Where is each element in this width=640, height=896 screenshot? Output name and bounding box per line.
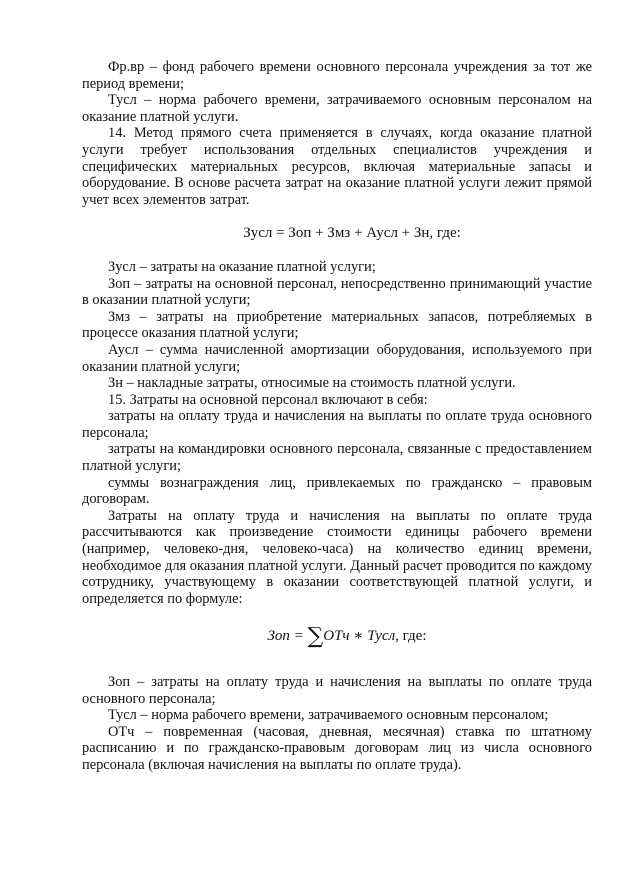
formula-zop [82, 624, 592, 650]
paragraph-list-travel: затраты на командировки основного персонала, связанные с предоставлением платной услуги; [82, 441, 592, 475]
paragraph-zop-definition: Зоп – затраты на основной персонал, непосредственно принимающий участие в оказании платной услуги; [82, 275, 592, 309]
formula-zop-lhs: Зоп [267, 628, 290, 645]
paragraph-ausl-definition: Аусл – сумма начисленной амортизации оборудования, используемого при оказании платной услуги; [82, 341, 592, 375]
formula-zusl: Зусл = Зоп + Змз + Аусл + Зн, где: [243, 225, 461, 242]
paragraph-zmz-definition: Змз – затраты на приобретение материальных запасов, потребляемых в процессе оказания платной услуги; [82, 308, 592, 342]
paragraph-tusl-definition-2: Тусл – норма рабочего времени, затрачиваемого основным персоналом; [108, 707, 549, 724]
paragraph-zusl-definition: Зусл – затраты на оказание платной услуги; [108, 258, 376, 275]
document-page [82, 59, 592, 774]
formula-zop-term2: Тусл [367, 628, 396, 645]
paragraph-item-14: 14. Метод прямого счета применяется в случаях, когда оказание платной услуги требует использования отдельных специалистов учреждения и специфических материальных ресурсов, включая материальные запасы и оборудование. В основе расчета затрат на оказание платной услуги лежит прямой учет всех элементов затрат. [82, 125, 592, 208]
formula-zop-op: ∗ [349, 628, 368, 645]
formula-zop-eq: = [289, 628, 308, 645]
paragraph-wage-calculation: Затраты на оплату труда и начисления на выплаты по оплате труда рассчитываются как произведение стоимости единицы рабочего времени (например, человеко-дня, человеко-часа) на количество единиц времени, необходимое для оказания платной услуги. Данный расчет проводится по каждому сотруднику, участвующему в оказании соответствующей платной услуги, и определяется по формуле: [82, 507, 592, 607]
formula-zop-tail: , где: [395, 628, 427, 645]
paragraph-zn-definition: Зн – накладные затраты, относимые на стоимость платной услуги. [108, 375, 516, 392]
paragraph-list-contracts: суммы вознаграждения лиц, привлекаемых по гражданско – правовым договорам. [82, 474, 592, 508]
paragraph-tusl-definition: Тусл – норма рабочего времени, затрачиваемого основным персоналом на оказание платной услуги. [82, 92, 592, 125]
paragraph-list-wages: затраты на оплату труда и начисления на выплаты по оплате труда основного персонала; [82, 408, 592, 441]
paragraph-otch-definition: ОТч – повременная (часовая, дневная, месячная) ставка по штатному расписанию и по гражданско-правовым договорам лиц из числа основного персонала (включая начисления на выплаты по оплате труда). [82, 723, 592, 773]
paragraph-frvr-definition: Фр.вр – фонд рабочего времени основного персонала учреждения за тот же период времени; [82, 59, 592, 92]
paragraph-zop-definition-2: Зоп – затраты на оплату труда и начисления на выплаты по оплате труда основного персонала; [82, 674, 592, 707]
sum-symbol: ∑ [307, 624, 324, 650]
paragraph-item-15: 15. Затраты на основной персонал включают в себя: [108, 391, 428, 408]
formula-zop-term1: ОТч [323, 628, 350, 645]
